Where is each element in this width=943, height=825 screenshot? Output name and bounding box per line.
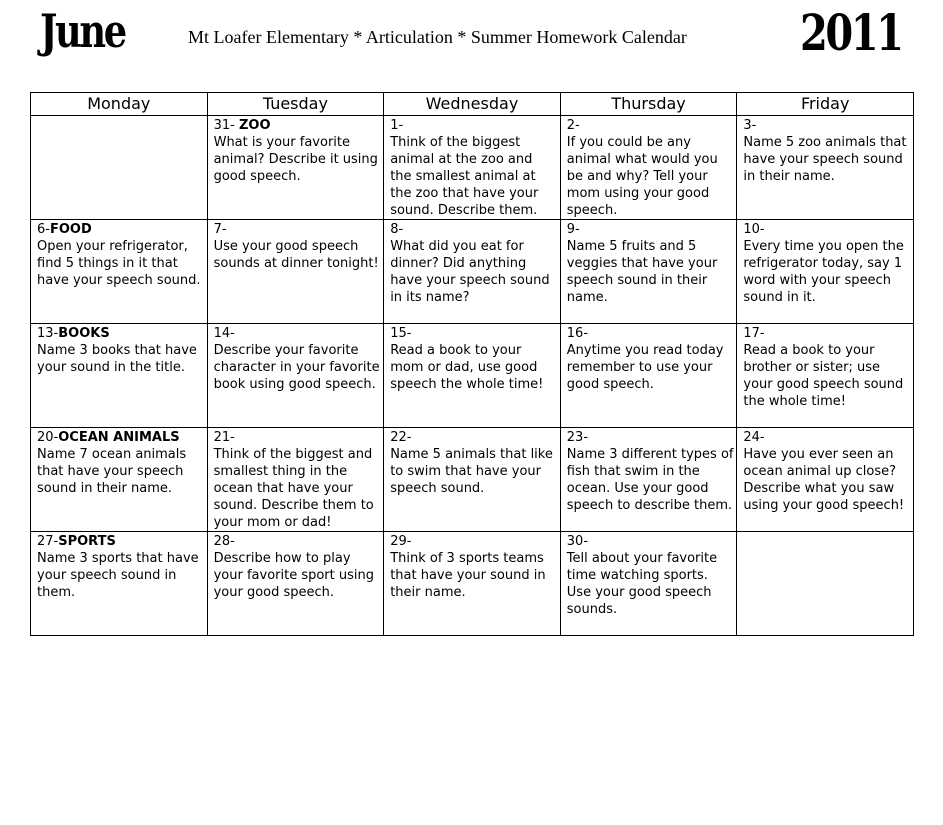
day-header (390, 429, 558, 446)
activity-text: Name 7 ocean animals that have your speech sound in their name. (37, 447, 187, 496)
week-theme: OCEAN ANIMALS (58, 430, 180, 445)
day-header (37, 325, 205, 342)
weekday-tuesday: Tuesday (207, 93, 384, 116)
day-cell (384, 428, 561, 532)
activity-text: Describe your favorite character in your favorite book using good speech. (213, 343, 380, 392)
activity-text: Open your refrigerator, find 5 things in it that have your speech sound. (37, 239, 201, 288)
week-theme: SPORTS (58, 534, 116, 549)
day-header (743, 221, 911, 238)
month-title: June (40, 4, 125, 58)
day-cell (560, 220, 737, 324)
day-cell (737, 116, 914, 220)
day-number: 8- (390, 222, 404, 237)
day-number: 30- (566, 534, 589, 549)
activity-text: What did you eat for dinner? Did anything have your speech sound in its name? (390, 239, 550, 305)
day-number: 20- (37, 430, 59, 445)
day-header (37, 221, 205, 238)
year-title: 2011 (800, 3, 902, 62)
day-header (214, 325, 382, 342)
day-cell (560, 428, 737, 532)
day-number: 24- (743, 430, 765, 445)
activity-text: Name 5 animals that like to swim that have your speech sound. (390, 447, 553, 496)
weekday-wednesday: Wednesday (384, 93, 561, 116)
day-header (567, 117, 735, 134)
day-cell (207, 116, 384, 220)
day-cell (384, 116, 561, 220)
activity-text: Use your good speech sounds at dinner tonight! (213, 239, 379, 271)
day-number: 21- (213, 430, 235, 445)
day-header (214, 117, 382, 134)
day-header (390, 117, 558, 134)
day-cell (384, 532, 561, 636)
weekday-header-row (31, 93, 914, 116)
day-number: 28- (213, 534, 235, 549)
day-cell (737, 532, 914, 636)
day-number: 10- (743, 222, 765, 237)
activity-text: Describe how to play your favorite sport using your good speech. (213, 551, 374, 600)
day-cell (737, 220, 914, 324)
day-header (567, 325, 735, 342)
activity-text: Name 5 zoo animals that have your speech sound in their name. (743, 135, 907, 184)
day-number: 6- (37, 222, 50, 237)
activity-text: Name 5 fruits and 5 veggies that have your speech sound in their name. (566, 239, 718, 305)
day-header (37, 429, 205, 446)
day-number: 7- (213, 222, 227, 237)
day-number: 14- (213, 326, 235, 341)
day-number: 15- (390, 326, 412, 341)
day-cell (207, 428, 384, 532)
day-header (214, 221, 382, 238)
calendar-table (30, 92, 914, 636)
week-row (31, 532, 914, 636)
day-cell (560, 116, 737, 220)
day-header (743, 429, 911, 446)
day-cell (207, 220, 384, 324)
day-cell (737, 324, 914, 428)
day-header (214, 533, 382, 550)
day-number: 17- (743, 326, 765, 341)
day-number: 23- (566, 430, 589, 445)
day-header (567, 429, 735, 446)
activity-text: Think of 3 sports teams that have your sound in their name. (390, 551, 546, 600)
calendar-body (31, 116, 914, 636)
activity-text: Think of the biggest animal at the zoo and the smallest animal at the zoo that have your sound. Describe them. (390, 135, 539, 218)
day-number: 1- (390, 118, 404, 133)
day-cell (560, 324, 737, 428)
page-title: Mt Loafer Elementary * Articulation * Summer Homework Calendar (188, 27, 687, 47)
activity-text: Tell about your favorite time watching sports. Use your good speech sounds. (566, 551, 718, 617)
activity-text: Name 3 books that have your sound in the title. (37, 343, 197, 375)
week-row (31, 324, 914, 428)
day-cell (31, 532, 208, 636)
day-cell (737, 428, 914, 532)
day-header (214, 429, 382, 446)
day-number: 3- (743, 118, 757, 133)
week-row (31, 116, 914, 220)
day-cell (31, 220, 208, 324)
day-number: 22- (390, 430, 412, 445)
day-cell (31, 116, 208, 220)
day-number: 13- (37, 326, 59, 341)
activity-text: Anytime you read today remember to use your good speech. (566, 343, 724, 392)
day-cell (31, 324, 208, 428)
week-theme: BOOKS (58, 326, 110, 341)
weekday-monday: Monday (31, 93, 208, 116)
day-header (37, 533, 205, 550)
day-cell (560, 532, 737, 636)
activity-text: Name 3 sports that have your speech sound in them. (37, 551, 199, 600)
day-header (743, 117, 911, 134)
day-header (390, 221, 558, 238)
day-header (390, 325, 558, 342)
day-number: 29- (390, 534, 412, 549)
day-cell (384, 220, 561, 324)
day-number: 16- (566, 326, 589, 341)
day-header (743, 325, 911, 342)
day-cell (207, 532, 384, 636)
activity-text: What is your favorite animal? Describe it using good speech. (213, 135, 378, 184)
day-cell (31, 428, 208, 532)
activity-text: Think of the biggest and smallest thing in the ocean that have your sound. Describe them to your mom or dad! (213, 447, 374, 530)
day-header (567, 221, 735, 238)
day-number: 9- (566, 222, 580, 237)
activity-text: Name 3 different types of fish that swim in the ocean. Use your good speech to describe them. (566, 447, 734, 513)
day-header (390, 533, 558, 550)
day-number: 27- (37, 534, 59, 549)
day-cell (384, 324, 561, 428)
week-row (31, 220, 914, 324)
week-row (31, 428, 914, 532)
weekday-friday: Friday (737, 93, 914, 116)
weekday-thursday: Thursday (560, 93, 737, 116)
activity-text: Read a book to your brother or sister; use your good speech sound the whole time! (743, 343, 904, 409)
day-header (567, 533, 735, 550)
activity-text: Every time you open the refrigerator today, say 1 word with your speech sound in it. (743, 239, 904, 305)
week-theme: ZOO (238, 118, 271, 133)
activity-text: Have you ever seen an ocean animal up close? Describe what you saw using your good speech! (743, 447, 905, 513)
day-number: 2- (566, 118, 580, 133)
activity-text: If you could be any animal what would you be and why? Tell your mom using your good speech. (566, 135, 718, 218)
day-cell (207, 324, 384, 428)
day-number: 31- (213, 118, 239, 133)
week-theme: FOOD (49, 222, 92, 237)
activity-text: Read a book to your mom or dad, use good speech the whole time! (390, 343, 544, 392)
